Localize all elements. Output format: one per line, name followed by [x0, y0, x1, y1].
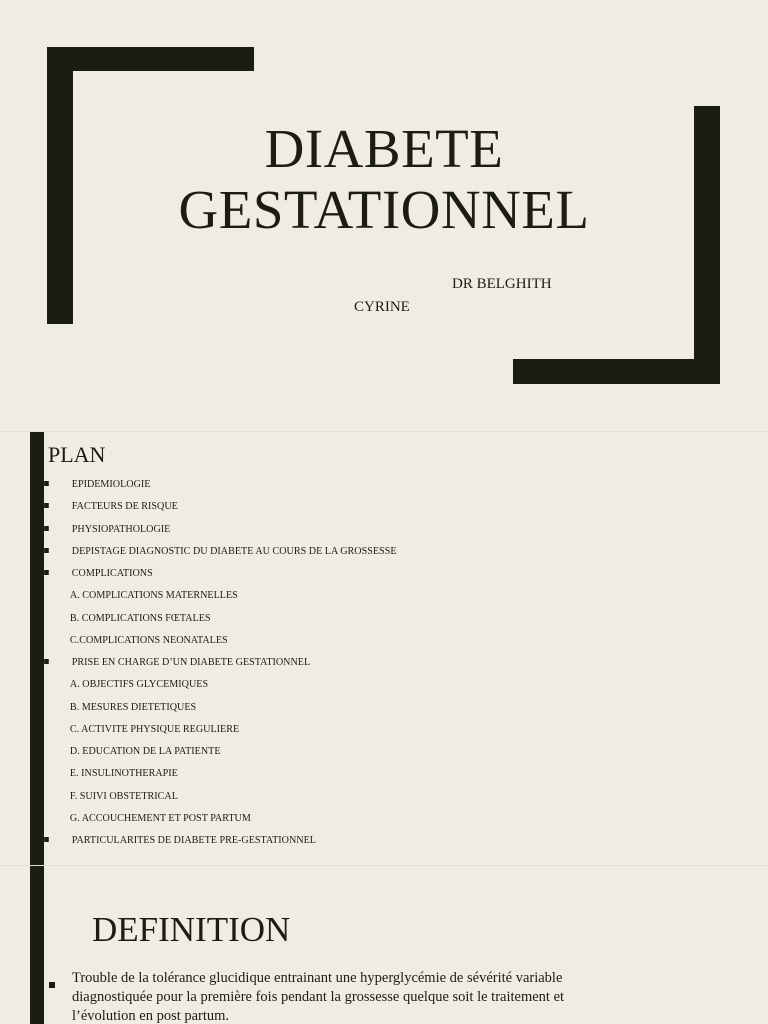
plan-heading: PLAN [48, 442, 106, 467]
plan-slide [0, 432, 768, 866]
title-line-2: GESTATIONNEL [178, 179, 590, 240]
plan-list-item-text: B. COMPLICATIONS FŒTALES [69, 611, 211, 624]
bullet-square-icon [44, 481, 49, 486]
plan-list-item-text: PARTICULARITES DE DIABETE PRE-GESTATIONNEL [71, 834, 316, 846]
bullet-square-icon [44, 837, 49, 842]
definition-heading: DEFINITION [92, 910, 291, 949]
definition-slide [0, 866, 768, 1024]
plan-list-item-text: PHYSIOPATHOLOGIE [71, 522, 171, 535]
bullet-square-icon [44, 526, 49, 531]
bullet-square-icon [44, 503, 49, 508]
plan-list-item-text: EPIDEMIOLOGIE [71, 478, 151, 490]
plan-list-item-text: A. OBJECTIFS GLYCEMIQUES [69, 678, 209, 691]
plan-list-item-text: B. MESURES DIETETIQUES [69, 700, 197, 713]
title-slide [0, 0, 768, 432]
plan-list-item-text: C. ACTIVITE PHYSIQUE REGULIERE [69, 722, 240, 735]
bullet-square-icon [44, 570, 49, 575]
bullet-square-icon [49, 982, 55, 988]
frame-top-left-horizontal [47, 47, 254, 71]
bullet-square-icon [44, 659, 49, 664]
plan-list-item-text: FACTEURS DE RISQUE [71, 500, 178, 513]
author-line-1: DR BELGHITH [452, 276, 552, 292]
bullet-square-icon [44, 548, 49, 553]
plan-list-item-text: PRISE EN CHARGE D’UN DIABETE GESTATIONNEL [71, 656, 311, 668]
plan-list-item-text: C.COMPLICATIONS NEONATALES [69, 633, 228, 646]
plan-list-item-text: E. INSULINOTHERAPIE [69, 767, 178, 780]
definition-left-accent-bar [30, 866, 44, 1024]
plan-list-item-text: G. ACCOUCHEMENT ET POST PARTUM [69, 811, 251, 824]
frame-bottom-right-horizontal [513, 359, 720, 384]
plan-list-item-text: DEPISTAGE DIAGNOSTIC DU DIABETE AU COURS DE LA GROSSESSE [71, 544, 397, 557]
author-line-2: CYRINE [354, 299, 410, 315]
plan-list-item-text: COMPLICATIONS [71, 567, 153, 579]
presentation-title [0, 118, 768, 240]
plan-list-item-text: D. EDUCATION DE LA PATIENTE [69, 745, 221, 757]
title-line-1: DIABETE [264, 118, 504, 179]
plan-left-accent-bar [30, 432, 44, 866]
plan-list-item-text: A. COMPLICATIONS MATERNELLES [69, 589, 238, 602]
plan-list-item-text: F. SUIVI OBSTETRICAL [69, 789, 178, 802]
definition-body: Trouble de la tolérance glucidique entrainant une hyperglycémie de sévérité variable diagnostiquée pour la première fois pendant la grossesse quelque soit le traitement et l’évolution en post partum. [72, 970, 565, 1024]
